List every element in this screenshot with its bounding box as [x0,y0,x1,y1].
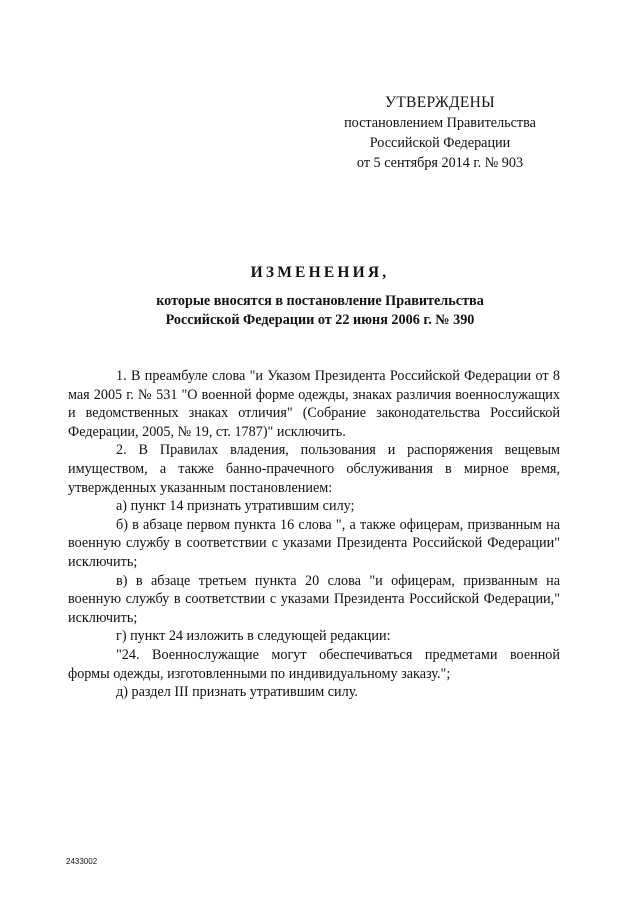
approval-line-1: постановлением Правительства [344,115,536,131]
subtitle-line-2: Российской Федерации от 22 июня 2006 г. № 390 [165,312,475,328]
approval-block [330,93,550,173]
paragraph-d: д) раздел III признать утратившим силу. [116,684,358,701]
document-code: 2433002 [66,857,98,866]
document-body [68,367,560,702]
subtitle-line-1: которые вносятся в постановление Правительства [156,293,484,309]
paragraph-2: 2. В Правилах владения, пользования и распоряжения вещевым имуществом, а также банно-прачечного обслуживания в мирное время, утвержденных указанным постановлением: [68,442,560,496]
approval-line-3: от 5 сентября 2014 г. № 903 [356,155,524,171]
approval-heading: УТВЕРЖДЕНЫ [385,94,495,111]
paragraph-v: в) в абзаце третьем пункта 20 слова "и офицерам, призванным на военную службу в соответствии с указами Президента Российской Федерации," исключить; [68,572,560,626]
paragraph-g: г) пункт 24 изложить в следующей редакции: [116,628,391,645]
approval-line-2: Российской Федерации [369,135,511,151]
paragraph-1: 1. В преамбуле слова "и Указом Президента Российской Федерации от 8 мая 2005 г. № 531 "О военной форме одежды, знаках различия военнослужащих и ведомственных знаках отличия" (Собрание законодательства Российской Федерации, 2005, № 19, ст. 1787)" исключить. [68,368,560,440]
paragraph-24: "24. Военнослужащие могут обеспечиваться предметами военной формы одежды, изготовленными по индивидуальному заказу."; [68,646,560,682]
paragraph-b: б) в абзаце первом пункта 16 слова ", а также офицерам, призванным на военную службу в соответствии с указами Президента Российской Федерации" исключить; [68,516,560,570]
document-subtitle [80,292,560,330]
paragraph-a: а) пункт 14 признать утратившим силу; [116,498,355,515]
document-title: ИЗМЕНЕНИЯ, [250,264,390,281]
